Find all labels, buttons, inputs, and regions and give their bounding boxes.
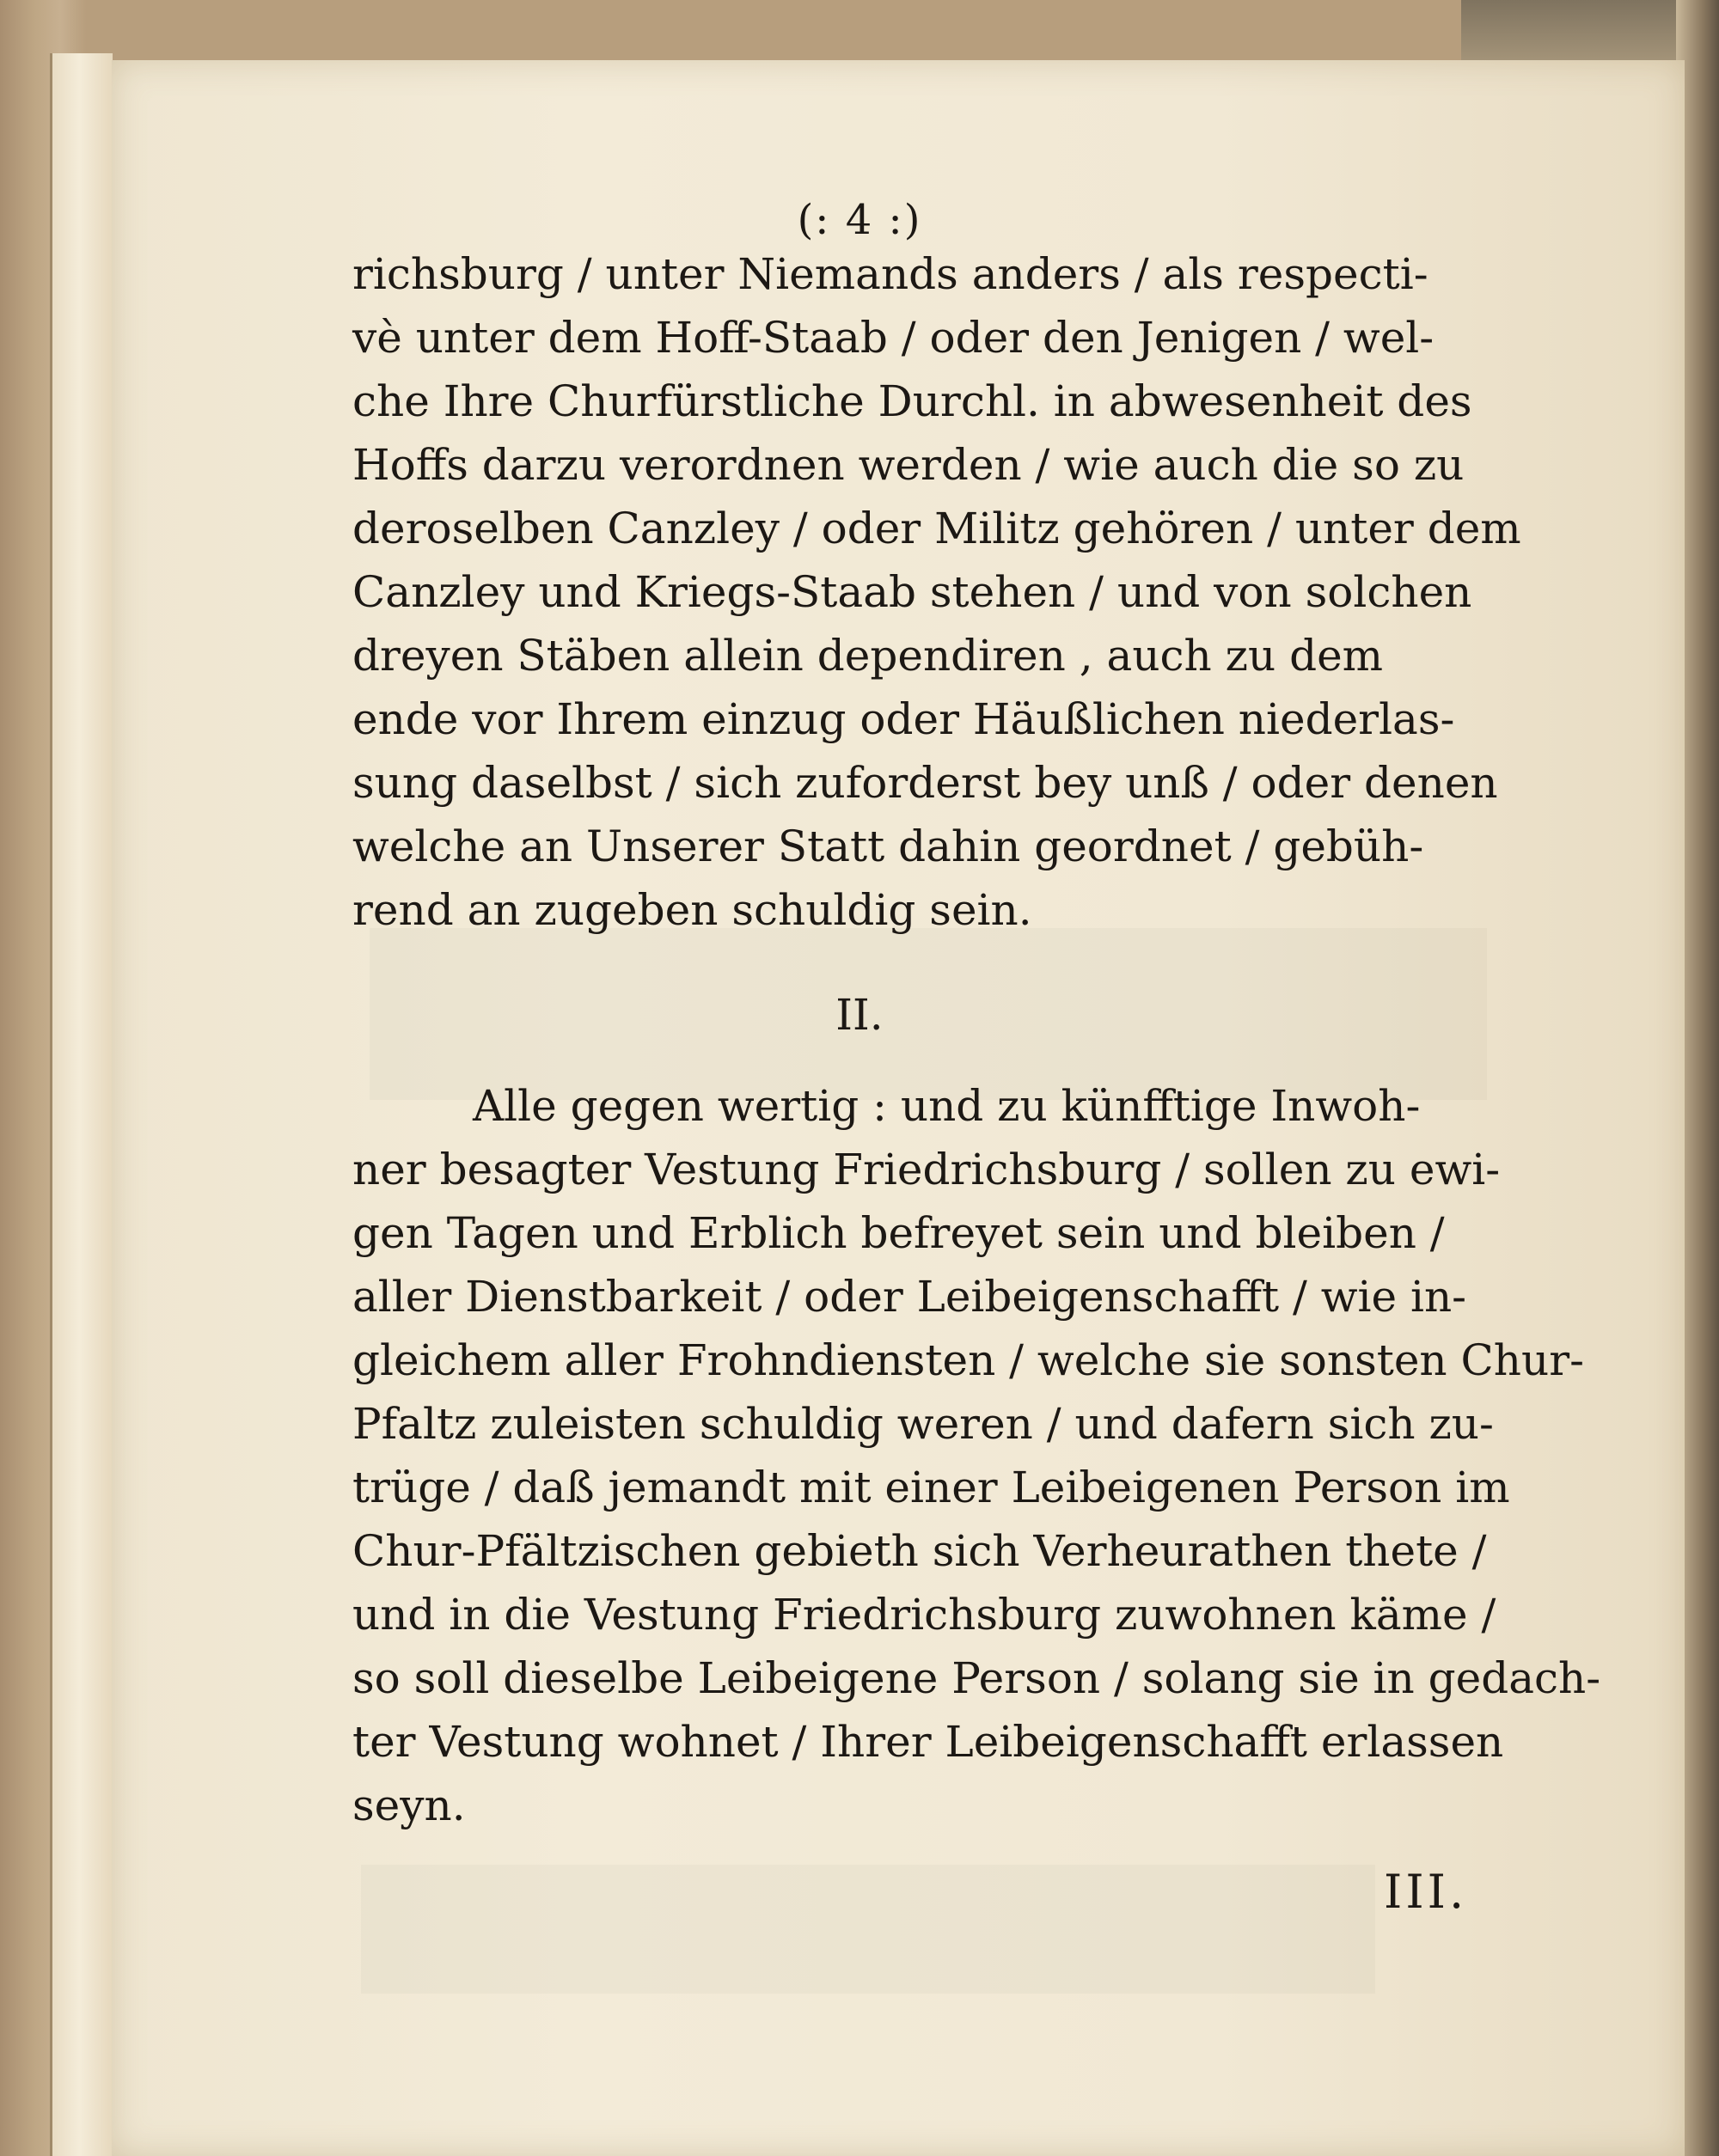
text-line: gen Tagen und Erblich befreyet sein und bleiben /: [352, 1208, 1445, 1258]
text-line: ter Vestung wohnet / Ihrer Leibeigenschafft erlassen: [352, 1717, 1504, 1767]
previous-leaf-edge: [50, 53, 113, 2156]
text-line: so soll dieselbe Leibeigene Person / solang sie in gedach-: [352, 1653, 1601, 1703]
bleed-through-shadow: [361, 1865, 1375, 1994]
text-line: Pfaltz zuleisten schuldig weren / und dafern sich zu-: [352, 1399, 1494, 1449]
text-line: vè unter dem Hoff-Staab / oder den Jenigen / wel-: [352, 313, 1435, 363]
text-line: ner besagter Vestung Friedrichsburg / sollen zu ewi-: [352, 1145, 1501, 1194]
text-line: deroselben Canzley / oder Militz gehören / unter dem: [352, 504, 1521, 553]
text-line: Canzley und Kriegs-Staab stehen / und von solchen: [352, 567, 1472, 617]
text-line: aller Dienstbarkeit / oder Leibeigenschafft / wie in-: [352, 1272, 1467, 1322]
page-number: (: 4 :): [797, 196, 922, 244]
text-line: trüge / daß jemandt mit einer Leibeigenen Person im: [352, 1463, 1510, 1512]
text-line: seyn.: [352, 1780, 466, 1830]
text-line: dreyen Stäben allein dependiren , auch zu dem: [352, 631, 1384, 681]
text-line: sung daselbst / sich zuforderst bey unß / oder denen: [352, 758, 1498, 808]
text-line: welche an Unserer Statt dahin geordnet / gebüh-: [352, 821, 1424, 871]
paragraph-1: [352, 242, 1521, 942]
text-line: richsburg / unter Niemands anders / als respecti-: [352, 249, 1428, 299]
text-line: Chur-Pfältzischen gebieth sich Verheurathen thete /: [352, 1526, 1487, 1576]
text-line: und in die Vestung Friedrichsburg zuwohnen käme /: [352, 1590, 1496, 1640]
text-line: che Ihre Churfürstliche Durchl. in abwesenheit des: [352, 376, 1472, 426]
section-heading-ii: II.: [835, 990, 884, 1040]
text-line: Hoffs darzu verordnen werden / wie auch die so zu: [352, 440, 1465, 490]
paragraph-2: [352, 1074, 1601, 1837]
text-line: ende vor Ihrem einzug oder Häußlichen niederlas-: [352, 694, 1455, 744]
text-line: Alle gegen wertig : und zu künfftige Inwoh-: [473, 1081, 1421, 1131]
text-line: rend an zugeben schuldig sein.: [352, 885, 1032, 935]
text-line: gleichem aller Frohndiensten / welche sie sonsten Chur-: [352, 1335, 1584, 1385]
catchword: III.: [1384, 1865, 1468, 1919]
